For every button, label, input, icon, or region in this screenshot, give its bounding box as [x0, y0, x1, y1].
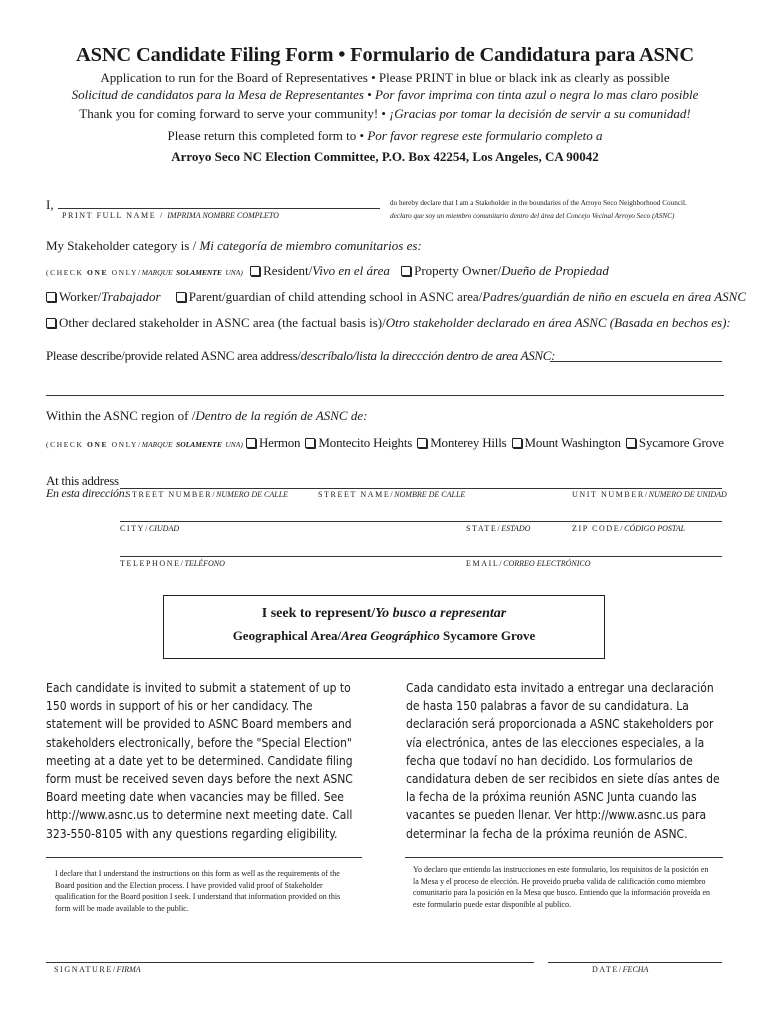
- region-hermon[interactable]: Hermon: [246, 435, 300, 450]
- statement-es: Cada candidato esta invitado a entregar una declaración de hasta 150 palabras a favor de su candidatura. La declaración será proporcionada a ASNC stakeholders por vía electrónica, antes de las elecciones especiales, a la fecha que todaví no han decidido. Los formularios de candidatura deben de ser recibidos en siete días antes de la fecha de la próxima reunión ASNC Junta cuando las vacantes se pueden llenar. Ver http://www.asnc.us para determinar la fecha de la próxima reunión de ASNC.: [406, 681, 720, 841]
- city-caption: CITY/CIUDAD: [120, 524, 180, 533]
- date-field[interactable]: [548, 962, 722, 963]
- resident-checkbox[interactable]: [250, 266, 260, 276]
- full-name-caption: PRINT FULL NAME / IMPRIMA NOMBRE COMPLETO: [62, 211, 279, 220]
- signature-caption: SIGNATURE/FIRMA: [54, 965, 141, 974]
- stakeholder-declaration-en: do hereby declare that I am a Stakeholder in the boundaries of the Arroyo Seco Neighborhood Council.: [390, 199, 687, 207]
- declare-es: Yo declaro que entiendo las instrucciones en este formulario, los requisitos de la posición en la Mesa y el proceso de elección. He proveido prueba valida de calificación como miembro comunitario para la posición en la Mesa que busco. Entiendo que la información proveída en este formulario puede estar disponible al publico.: [413, 865, 711, 909]
- zip-caption: ZIP CODE/CÓDIGO POSTAL: [572, 524, 686, 533]
- date-caption: DATE/FECHA: [592, 965, 649, 974]
- describe-field-line-2[interactable]: [46, 395, 724, 396]
- region-montecito-heights-checkbox[interactable]: [305, 438, 315, 448]
- region-options: [46, 435, 724, 451]
- street-number-caption: STREET NUMBER/NUMERO DE CALLE: [126, 490, 289, 499]
- page-title: ASNC Candidate Filing Form • Formulario de Candidatura para ASNC: [76, 44, 694, 66]
- stakeholder-row-3: [46, 315, 731, 331]
- phone-email-field[interactable]: [120, 556, 722, 557]
- city-state-zip-field[interactable]: [120, 521, 722, 522]
- return-address: Arroyo Seco NC Election Committee, P.O. Box 42254, Los Angeles, CA 90042: [171, 149, 599, 164]
- represent-line-1: I seek to represent/Yo busco a representar: [261, 606, 507, 621]
- describe-field-line-1[interactable]: [550, 361, 722, 362]
- check-one-hint-region: (CHECK ONE ONLY/MARQUE SOLAMENTE UNA): [46, 440, 243, 449]
- declare-en: I declare that I understand the instructions on this form as well as the requirements of the Board position and the Election process. I have provided valid proof of Stakeholder qualification for the Board position I seek. I understand that information provided on this form will be made available to the public.: [55, 869, 341, 913]
- worker-checkbox[interactable]: [46, 292, 56, 302]
- email-caption: EMAIL/CORREO ELECTRÓNICO: [466, 559, 591, 568]
- telephone-caption: TELEPHONE/TELÉFONO: [120, 559, 225, 568]
- resident-option[interactable]: Resident/Vivo en el área: [250, 263, 390, 278]
- name-prefix: I,: [46, 197, 54, 212]
- region-monterey-hills[interactable]: Monterey Hills: [417, 435, 506, 450]
- instructions-es: Solicitud de candidatos para la Mesa de Representantes • Por favor imprima con tinta azul o negra lo mas claro posible: [71, 87, 699, 102]
- represent-box: [163, 595, 605, 659]
- region-mount-washington-checkbox[interactable]: [512, 438, 522, 448]
- address-label-es: En esta dirección:: [46, 486, 129, 500]
- unit-number-caption: UNIT NUMBER/NUMERO DE UNIDAD: [572, 490, 727, 499]
- stakeholder-heading: My Stakeholder category is / Mi categoría de miembro comunitarios es:: [46, 238, 422, 253]
- thank-you-line: Thank you for coming forward to serve your community! • ¡Gracias por tomar la decisión de servir a su comunidad!: [79, 106, 691, 121]
- represent-line-2: Geographical Area/Area Geográphico Sycamore Grove: [232, 628, 536, 643]
- signature-field[interactable]: [46, 962, 534, 963]
- region-hermon-checkbox[interactable]: [246, 438, 256, 448]
- region-montecito-heights[interactable]: Montecito Heights: [305, 435, 412, 450]
- check-one-hint: (CHECK ONE ONLY/MARQUE SOLAMENTE UNA): [46, 268, 243, 277]
- represent-area-value: Sycamore Grove: [442, 628, 536, 643]
- property-owner-option[interactable]: Property Owner/Dueño de Propiedad: [401, 263, 609, 278]
- state-caption: STATE/ESTADO: [466, 524, 531, 533]
- street-name-caption: STREET NAME/NOMBRE DE CALLE: [318, 490, 466, 499]
- region-mount-washington[interactable]: Mount Washington: [512, 435, 621, 450]
- stakeholder-row-2: [46, 289, 746, 305]
- parent-checkbox[interactable]: [176, 292, 186, 302]
- full-name-field[interactable]: [58, 208, 380, 209]
- parent-option[interactable]: Parent/guardian of child attending school in ASNC area/Padres/guardián de niño en escuela en área ASNC: [176, 289, 746, 304]
- property-owner-checkbox[interactable]: [401, 266, 411, 276]
- stakeholder-declaration-es: declaro que soy un miembro comunitario dentro del área del Concejo Vecinal Arroyo Seco (ASNC): [390, 212, 675, 220]
- statement-en: Each candidate is invited to submit a statement of up to 150 words in support of his or her candidacy. The statement will be provided to ASNC Board members and stakeholders electronically, before the "Special Election" meeting at a date yet to be determined. Candidate filing form must be received seven days before the next ASNC Board meeting date when vacancies may be filled. See http://www.asnc.us to determine next meeting date. Call 323-550-8105 with any questions regarding eligibility.: [46, 681, 353, 841]
- street-address-field[interactable]: [120, 488, 722, 489]
- describe-label: Please describe/provide related ASNC area address/descríbalo/lista la direccción dentro de area ASNC:: [46, 348, 556, 363]
- region-sycamore-grove[interactable]: Sycamore Grove: [626, 435, 724, 450]
- region-monterey-hills-checkbox[interactable]: [417, 438, 427, 448]
- other-option[interactable]: Other declared stakeholder in ASNC area (the factual basis is)/Otro stakeholder declarado en área ASNC (Basada en bechos es):: [46, 315, 731, 330]
- declare-divider-left: [46, 857, 362, 858]
- instructions-en: Application to run for the Board of Representatives • Please PRINT in blue or black ink as clearly as possible: [100, 70, 670, 85]
- return-line: Please return this completed form to • Por favor regrese este formulario completo a: [167, 128, 603, 143]
- declare-divider-right: [405, 857, 723, 858]
- address-label-en: At this address: [46, 473, 119, 488]
- region-sycamore-grove-checkbox[interactable]: [626, 438, 636, 448]
- worker-option[interactable]: Worker/Trabajador: [46, 289, 161, 304]
- stakeholder-row-1: [46, 263, 609, 279]
- region-heading: Within the ASNC region of /Dentro de la región de ASNC de:: [46, 408, 368, 423]
- other-checkbox[interactable]: [46, 318, 56, 328]
